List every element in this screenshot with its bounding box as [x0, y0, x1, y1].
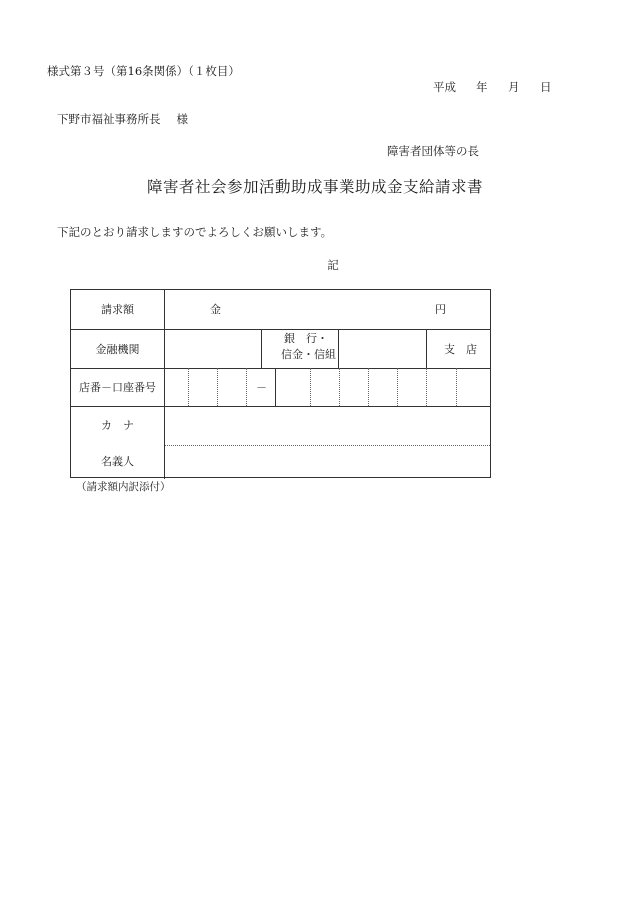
addressee-name: 下野市福祉事務所長 [57, 112, 161, 126]
kana-holder-divider [164, 445, 490, 446]
date-day: 日 [540, 80, 552, 94]
row-divider [71, 329, 490, 330]
ki-marker: 記 [327, 258, 339, 272]
date-year: 年 [476, 80, 488, 94]
holder-label: 名義人 [101, 455, 134, 468]
bank-label: 金融機関 [95, 343, 140, 356]
applicant-title: 障害者団体等の長 [387, 144, 479, 158]
document-title: 障害者社会参加活動助成事業助成金支給請求書 [146, 178, 483, 196]
amount-field[interactable] [231, 296, 421, 322]
kana-field[interactable] [167, 409, 487, 441]
account-separator: － [256, 381, 267, 394]
account-number-label: 店番－口座番号 [79, 381, 156, 394]
bank-name-field[interactable] [167, 332, 257, 364]
form-code: 様式第３号（第16条関係）（１枚目） [47, 64, 240, 78]
amount-label: 請求額 [101, 303, 134, 316]
amount-prefix: 金 [210, 303, 221, 316]
footnote: （請求額内訳添付） [76, 481, 171, 493]
branch-label: 支 店 [444, 343, 477, 356]
bank-type-line1: 銀 行・ [284, 332, 328, 345]
row-divider [71, 368, 490, 369]
branch-name-field[interactable] [341, 332, 423, 364]
date-month: 月 [508, 80, 520, 94]
addressee-suffix: 様 [176, 112, 188, 126]
holder-field[interactable] [167, 448, 487, 476]
label-column-divider [164, 290, 165, 479]
bank-column-divider [426, 329, 427, 368]
bank-type-line2: 信金・信組 [281, 348, 336, 361]
amount-unit: 円 [435, 303, 446, 316]
row-divider [71, 406, 490, 407]
bank-column-divider [338, 329, 339, 368]
date-era: 平成 [433, 80, 456, 94]
account-number-field[interactable] [167, 371, 487, 403]
addressee [57, 114, 188, 126]
bank-column-divider [261, 329, 262, 368]
intro-text: 下記のとおり請求しますのでよろしくお願いします。 [57, 225, 333, 239]
kana-label: カ ナ [101, 419, 134, 432]
request-form-table [70, 289, 491, 478]
